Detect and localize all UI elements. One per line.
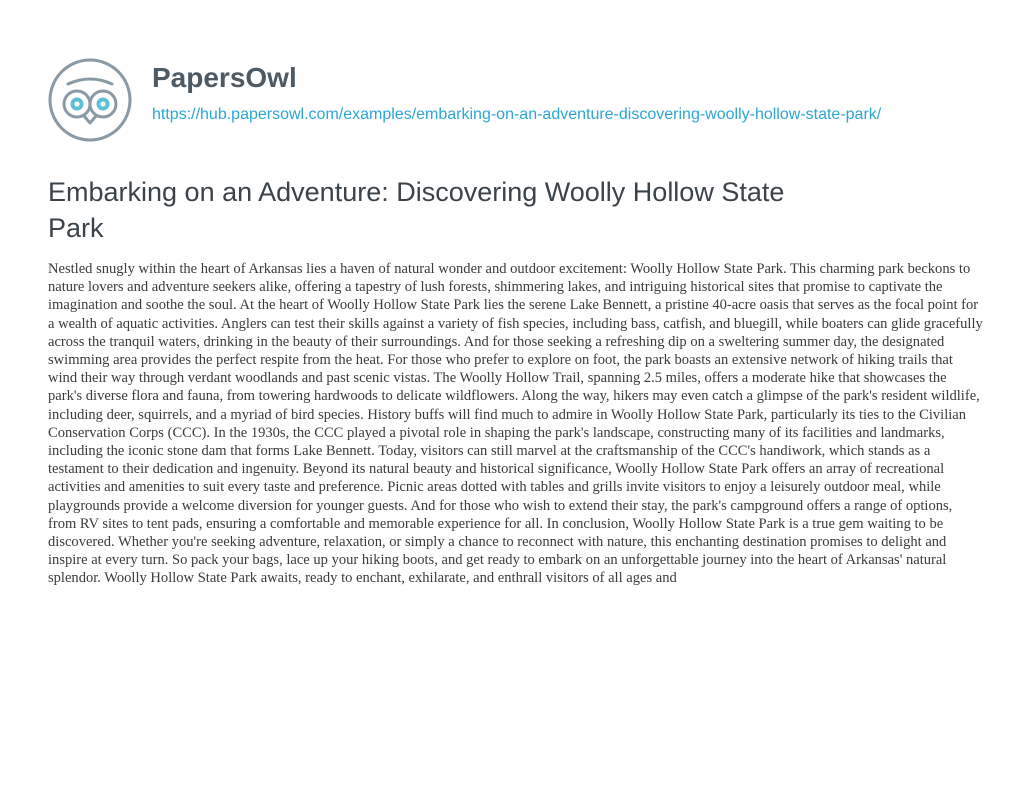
article-body: Nestled snugly within the heart of Arkansas lies a haven of natural wonder and outdoor excitement: Woolly Hollow State Park. This charming park beckons to nature lovers and adventure seekers alike, offering a tapestry of lush forests, shimmering lakes, and intriguing historical sites that promise to captivate the imagination and soothe the soul. At the heart of Woolly Hollow State Park lies the serene Lake Bennett, a pristine 40-acre oasis that serves as the focal point for a wealth of aquatic activities. Anglers can test their skills against a variety of fish species, including bass, catfish, and bluegill, while boaters can glide gracefully across the tranquil waters, drinking in the beauty of their surroundings. And for those seeking a refreshing dip on a sweltering summer day, the designated swimming area provides the perfect respite from the heat. For those who prefer to explore on foot, the park boasts an extensive network of hiking trails that wind their way through verdant woodlands and past scenic vistas. The Woolly Hollow Trail, spanning 2.5 miles, offers a moderate hike that showcases the park's diverse flora and fauna, from towering hardwoods to delicate wildflowers. Along the way, hikers may even catch a glimpse of the park's resident wildlife, including deer, squirrels, and a myriad of bird species. History buffs will find much to admire in Woolly Hollow State Park, particularly its ties to the Civilian Conservation Corps (CCC). In the 1930s, the CCC played a pivotal role in shaping the park's landscape, constructing many of its facilities and landmarks, including the iconic stone dam that forms Lake Bennett. Today, visitors can still marvel at the craftsmanship of the CCC's handiwork, which stands as a testament to their dedication and ingenuity. Beyond its natural beauty and historical significance, Woolly Hollow State Park offers an array of recreational activities and amenities to suit every taste and preference. Picnic areas dotted with tables and grills invite visitors to enjoy a leisurely outdoor meal, while playgrounds provide a welcome diversion for younger guests. And for those who wish to extend their stay, the park's campground offers a range of options, from RV sites to tent pads, ensuring a comfortable and memorable experience for all. In conclusion, Woolly Hollow State Park is a true gem waiting to be discovered. Whether you're seeking adventure, relaxation, or simply a chance to reconnect with nature, this enchanting destination promises to delight and inspire at every turn. So pack your bags, lace up your hiking boots, and get ready to embark on an unforgettable journey into the heart of Arkansas' natural splendor. Woolly Hollow State Park awaits, ready to enchant, exhilarate, and enthrall visitors of all ages and (48, 261, 983, 587)
brand-name: PapersOwl (152, 62, 297, 93)
site-header (48, 58, 988, 158)
source-url-link[interactable]: https://hub.papersowl.com/examples/embarking-on-an-adventure-discovering-woolly-hollow-state-park/ (152, 106, 882, 123)
article-title: Embarking on an Adventure: Discovering Woolly Hollow State Park (48, 177, 785, 243)
owl-eyes-logo-icon (48, 58, 132, 142)
